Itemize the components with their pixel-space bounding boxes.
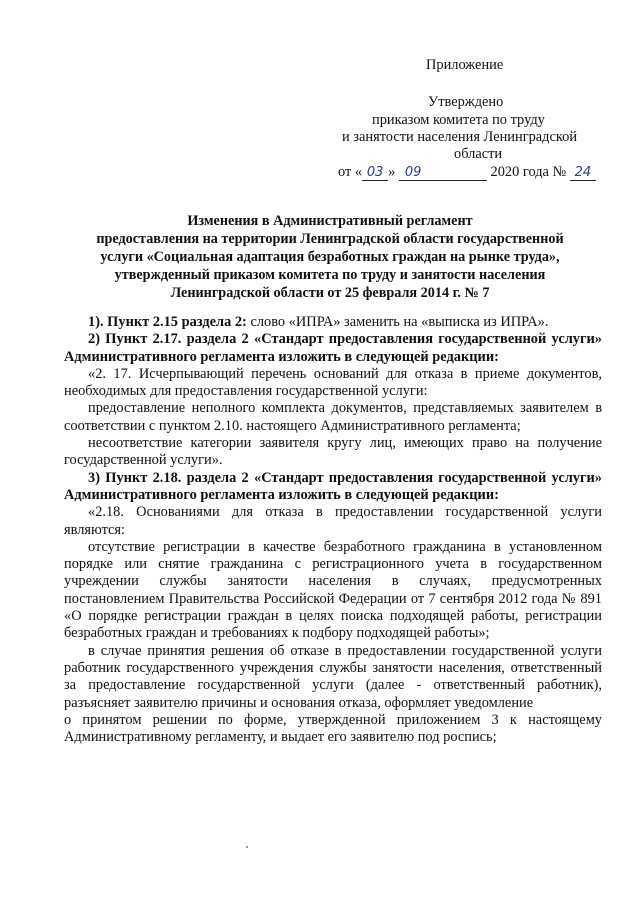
paragraph-category-mismatch: несоответствие категории заявителя кругу лиц, имеющих право на получение государственной услуги». (64, 435, 602, 469)
paragraph-notification: о принятом решении по форме, утвержденной приложением 3 к настоящему Административному регламенту, и выдает его заявителю под роспись; (64, 711, 602, 746)
paragraph-incomplete-docs: предоставление неполного комплекта документов, представляемых заявителем в соответствии с пунктом 2.10. настоящего Административного регламента; (64, 400, 602, 434)
scan-speck (246, 846, 248, 848)
item-1-text: слово «ИПРА» заменить на «выписка из ИПРА». (246, 314, 549, 330)
title-line-5: Ленинградской области от 25 февраля 2014 г. № 7 (170, 285, 490, 301)
approval-line-3: области (454, 146, 503, 162)
handwritten-number: 24 (570, 165, 596, 181)
paragraph-item-1 (64, 314, 602, 331)
date-mid: » (388, 164, 396, 180)
paragraph-item-3-heading: 3) Пункт 2.18. раздела 2 «Стандарт предоставления государственной услуги» Административного регламента изложить в следующей редакции: (64, 469, 602, 503)
document-title (60, 212, 600, 302)
handwritten-month: 09 (399, 165, 487, 181)
paragraph-2-17: «2. 17. Исчерпывающий перечень оснований для отказа в приеме документов, необходимых для предоставления государственной услуги: (64, 365, 602, 400)
title-line-2: предоставления на территории Ленинградской области государственной (96, 231, 564, 247)
title-line-1: Изменения в Административный регламент (187, 213, 473, 229)
title-line-3: услуги «Социальная адаптация безработных граждан на рынке труда», (100, 249, 560, 265)
paragraph-no-registration: отсутствие регистрации в качестве безработного гражданина в установленном порядке или снятие гражданина с регистрационного учета в государственном учреждении службы занятости населения в случаях, предусмотренных постановлением Правительства Российской Федерации от 7 сентября 2012 года № 891 «О порядке регистрации граждан в целях поиска подходящей работы, регистрации безработных граждан и требованиях к подбору подходящей работы»; (64, 538, 602, 642)
item-1-heading: 1). Пункт 2.15 раздела 2: (88, 314, 247, 330)
title-line-4: утвержденный приказом комитета по труду и занятости населения (114, 267, 546, 283)
paragraph-2-18: «2.18. Основаниями для отказа в предоставлении государственной услуги являются: (64, 504, 602, 538)
date-prefix: от « (338, 164, 363, 180)
paragraph-refusal-decision: в случае принятия решения об отказе в предоставлении государственной услуги работник государственного учреждения службы занятости населения, ответственный за предоставление государственной услуги (далее - ответственный работник), разъясняет заявителю причины и основания отказа, оформляет уведомление (64, 642, 602, 711)
approval-line-1: приказом комитета по труду (372, 112, 545, 128)
order-date-line (338, 163, 596, 182)
document-body (64, 314, 602, 746)
handwritten-day: 03 (362, 165, 388, 181)
paragraph-item-2-heading: 2) Пункт 2.17. раздела 2 «Стандарт предоставления государственной услуги» Административного регламента изложить в следующей редакции: (64, 331, 602, 365)
appendix-label: Приложение (426, 57, 504, 73)
approval-line-2: и занятости населения Ленинградской (342, 129, 578, 145)
approved-label: Утверждено (428, 94, 504, 110)
year-text: 2020 года № (490, 164, 567, 180)
